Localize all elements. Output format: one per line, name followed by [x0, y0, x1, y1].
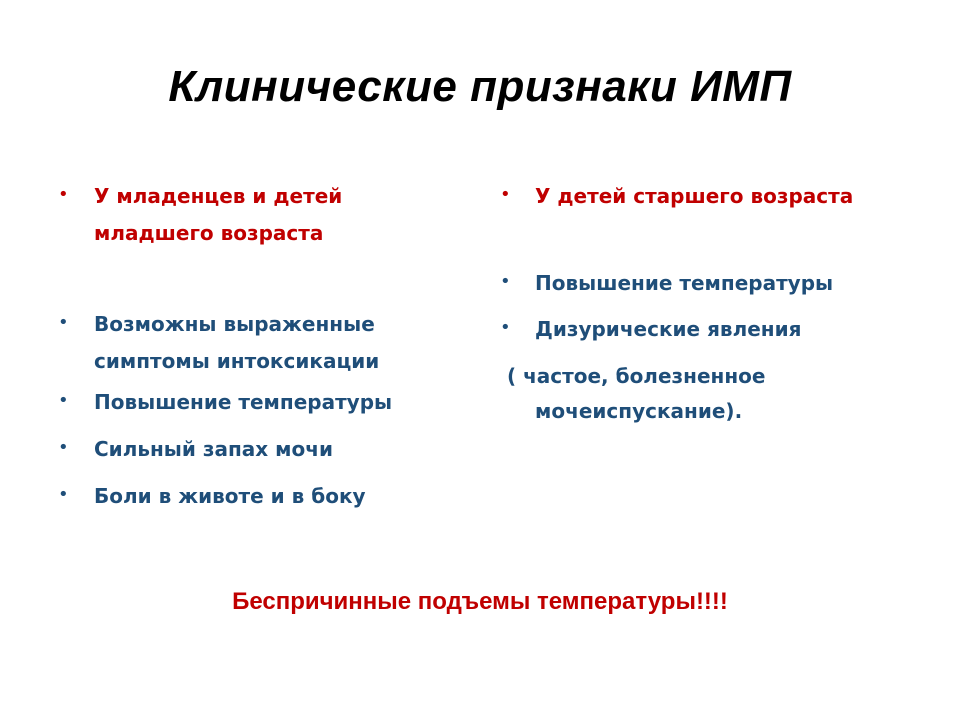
bullet-icon: • [500, 317, 511, 338]
bullet-icon: • [58, 312, 69, 333]
left-item-4: Боли в животе и в боку [94, 484, 366, 508]
left-item-2: Повышение температуры [94, 390, 393, 414]
bullet-icon: • [500, 271, 511, 292]
left-item-1-line1: Возможны выраженные [94, 312, 375, 336]
right-note-line1: ( частое, болезненное [500, 364, 766, 388]
left-heading-line1: У младенцев и детей [94, 184, 343, 208]
bullet-icon: • [58, 437, 69, 458]
left-item-3: Сильный запах мочи [94, 437, 333, 461]
right-heading: У детей старшего возраста [535, 184, 854, 208]
right-note-line2: мочеиспускание). [535, 399, 743, 423]
right-item-2: Дизурические явления [535, 317, 802, 341]
slide-title: Клинические признаки ИМП [168, 62, 792, 111]
bullet-icon: • [500, 184, 511, 205]
right-item-1: Повышение температуры [535, 271, 834, 295]
left-item-1-line2: симптомы интоксикации [94, 349, 380, 373]
left-heading-line2: младшего возраста [94, 221, 324, 245]
bullet-icon: • [58, 184, 69, 205]
bullet-icon: • [58, 390, 69, 411]
bullet-icon: • [58, 484, 69, 505]
footer-note: Беспричинные подъемы температуры!!!! [232, 588, 728, 615]
